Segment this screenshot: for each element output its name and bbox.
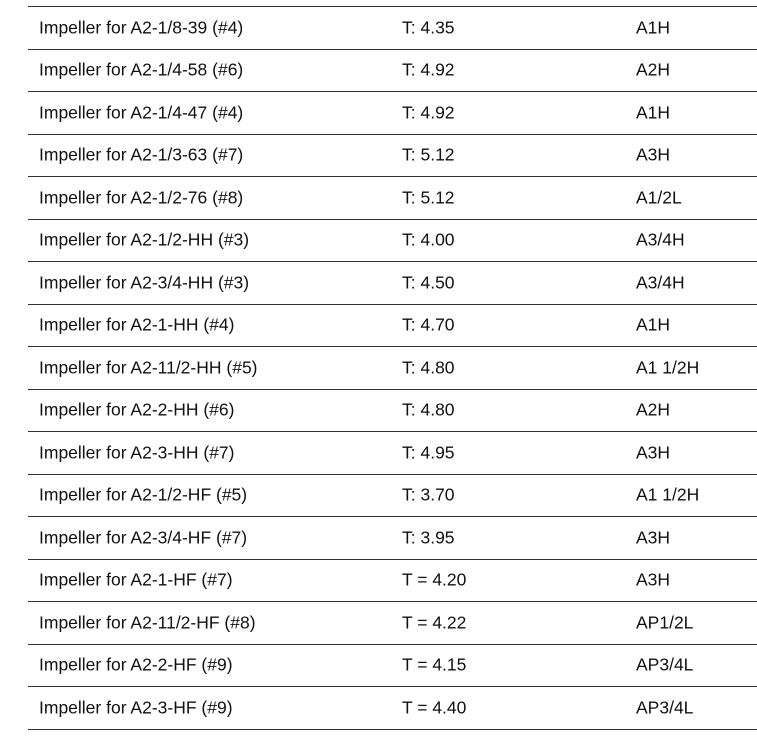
model-code: A3H: [636, 442, 671, 462]
model-code: A1H: [636, 17, 671, 37]
thickness-value: T = 4.20: [402, 569, 467, 590]
model-code: A3H: [636, 144, 671, 165]
thickness-value: T: 4.70: [402, 314, 455, 335]
thickness-value: T: 4.00: [402, 229, 455, 250]
impeller-name: Impeller for A2-1/3-63 (#7): [39, 144, 244, 165]
model-code: A2H: [636, 59, 671, 80]
impeller-table: [28, 6, 757, 730]
thickness-value: T: 4.92: [402, 59, 455, 80]
table-row: [28, 135, 757, 178]
thickness-value: T: 4.95: [402, 442, 455, 462]
thickness-value: T: 5.12: [402, 144, 455, 165]
table-row: [28, 645, 757, 688]
table-row: [28, 432, 757, 475]
impeller-name: Impeller for A2-3-HF (#9): [39, 697, 233, 717]
table-row: [28, 220, 757, 263]
impeller-name: Impeller for A2-11/2-HF (#8): [39, 612, 256, 632]
thickness-value: T = 4.22: [402, 612, 467, 632]
thickness-value: T: 4.35: [402, 17, 455, 37]
model-code: A3H: [636, 527, 671, 547]
thickness-value: T: 5.12: [402, 187, 455, 207]
model-code: AP3/4L: [636, 654, 694, 675]
impeller-name: Impeller for A2-1/2-76 (#8): [39, 187, 244, 207]
thickness-value: T: 4.80: [402, 399, 455, 420]
thickness-value: T: 4.80: [402, 357, 455, 377]
table-row: [28, 262, 757, 305]
model-code: A1H: [636, 102, 671, 122]
impeller-name: Impeller for A2-2-HF (#9): [39, 654, 233, 675]
model-code: AP3/4L: [636, 697, 694, 717]
impeller-name: Impeller for A2-1-HH (#4): [39, 314, 235, 335]
impeller-name: Impeller for A2-1/2-HH (#3): [39, 229, 250, 250]
table-row: [28, 390, 757, 433]
table-row: [28, 560, 757, 603]
thickness-value: T = 4.15: [402, 654, 467, 675]
impeller-name: Impeller for A2-1/4-58 (#6): [39, 59, 244, 80]
model-code: A1/2L: [636, 187, 682, 207]
table-row: [28, 50, 757, 93]
model-code: A3H: [636, 569, 671, 590]
table-row: [28, 7, 757, 50]
impeller-name: Impeller for A2-1-HF (#7): [39, 569, 233, 590]
table-row: [28, 92, 757, 135]
model-code: A3/4H: [636, 272, 685, 292]
model-code: A1H: [636, 314, 671, 335]
impeller-name: Impeller for A2-3/4-HH (#3): [39, 272, 250, 292]
table-row: [28, 347, 757, 390]
impeller-name: Impeller for A2-1/8-39 (#4): [39, 17, 244, 37]
impeller-name: Impeller for A2-3-HH (#7): [39, 442, 235, 462]
impeller-name: Impeller for A2-1/2-HF (#5): [39, 484, 248, 505]
thickness-value: T = 4.40: [402, 697, 467, 717]
thickness-value: T: 3.70: [402, 484, 455, 505]
model-code: A1 1/2H: [636, 357, 700, 377]
model-code: A1 1/2H: [636, 484, 700, 505]
table-row: [28, 177, 757, 220]
impeller-name: Impeller for A2-1/4-47 (#4): [39, 102, 244, 122]
thickness-value: T: 4.92: [402, 102, 455, 122]
table-row: [28, 517, 757, 560]
table-row: [28, 687, 757, 730]
table-row: [28, 602, 757, 645]
model-code: AP1/2L: [636, 612, 694, 632]
impeller-name: Impeller for A2-3/4-HF (#7): [39, 527, 248, 547]
impeller-name: Impeller for A2-11/2-HH (#5): [39, 357, 258, 377]
impeller-name: Impeller for A2-2-HH (#6): [39, 399, 235, 420]
model-code: A2H: [636, 399, 671, 420]
table-row: [28, 475, 757, 518]
model-code: A3/4H: [636, 229, 685, 250]
thickness-value: T: 4.50: [402, 272, 455, 292]
table-row: [28, 305, 757, 348]
thickness-value: T: 3.95: [402, 527, 455, 547]
